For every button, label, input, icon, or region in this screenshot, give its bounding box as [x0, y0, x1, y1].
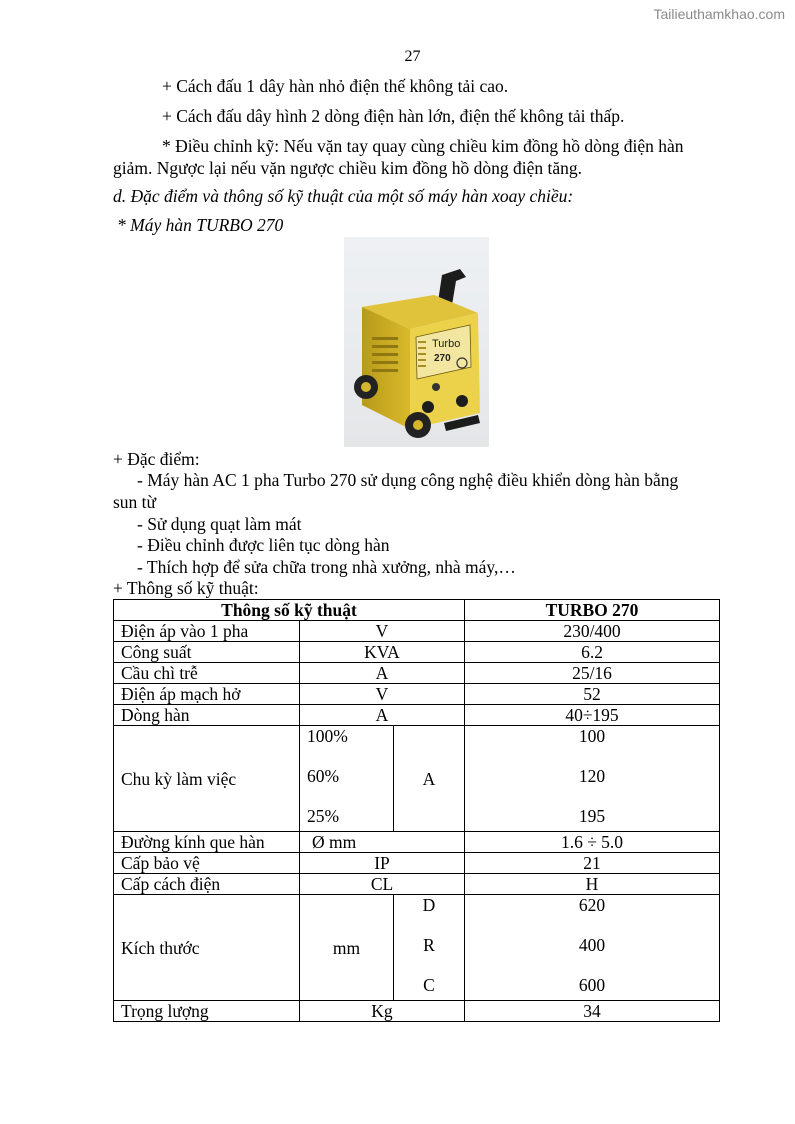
- paragraph-3-line-1: * Điều chỉnh kỹ: Nếu vặn tay quay cùng chiều kim đồng hồ dòng điện hàn: [162, 136, 684, 156]
- spec-table: [113, 599, 720, 1022]
- page-number: 27: [404, 48, 421, 65]
- spec-unit: Ø mm: [300, 832, 465, 853]
- duty-value: 195: [578, 806, 606, 826]
- table-row: [114, 705, 720, 726]
- table-header-row: [114, 600, 720, 621]
- spec-name: Điện áp vào 1 pha: [114, 621, 300, 642]
- welder-illustration: [344, 237, 489, 447]
- table-row: [114, 684, 720, 705]
- dimension-axis: C: [423, 975, 435, 995]
- spec-value: 6.2: [465, 642, 720, 663]
- spec-unit: KVA: [300, 642, 465, 663]
- photo-label-turbo: Turbo: [432, 338, 461, 350]
- spec-name: Cầu chì trễ: [114, 663, 300, 684]
- table-row-duty-cycle: [114, 726, 720, 832]
- spec-unit: CL: [300, 874, 465, 895]
- spec-name: Điện áp mạch hở: [114, 684, 300, 705]
- photo-label-270: 270: [434, 353, 451, 364]
- spec-unit: V: [300, 684, 465, 705]
- dimension-axis: D: [422, 895, 436, 915]
- duty-level: 60%: [307, 766, 340, 786]
- duty-value: 100: [578, 726, 606, 746]
- spec-unit: A: [300, 663, 465, 684]
- duty-level: 25%: [307, 806, 340, 826]
- spec-value: 25/16: [465, 663, 720, 684]
- table-row: [114, 663, 720, 684]
- watermark: Tailieuthamkhao.com: [653, 6, 785, 22]
- spec-value: 52: [465, 684, 720, 705]
- spec-name: Dòng hàn: [114, 705, 300, 726]
- spec-unit: Kg: [300, 1001, 465, 1022]
- spec-value: 40÷195: [465, 705, 720, 726]
- spec-name: Công suất: [114, 642, 300, 663]
- dimension-value: 620: [578, 895, 606, 915]
- spec-value: 34: [465, 1001, 720, 1022]
- paragraph-3-line-2: giảm. Ngược lại nếu vặn ngược chiều kim đồng hồ dòng điện tăng.: [113, 158, 583, 178]
- table-row: [114, 874, 720, 895]
- spec-value: H: [465, 874, 720, 895]
- paragraph-1: + Cách đấu 1 dây hàn nhỏ điện thế không tải cao.: [162, 76, 509, 96]
- spec-value: 230/400: [465, 621, 720, 642]
- spec-name: Kích thước: [114, 895, 300, 1001]
- spec-name: Cấp cách điện: [114, 874, 300, 895]
- machine-title: * Máy hàn TURBO 270: [117, 215, 284, 235]
- spec-name: Trọng lượng: [114, 1001, 300, 1022]
- duty-values: [465, 726, 720, 832]
- duty-levels: [300, 726, 394, 832]
- table-header-model: TURBO 270: [465, 600, 720, 621]
- duty-level: 100%: [307, 726, 348, 746]
- dimension-axes: [394, 895, 465, 1001]
- spec-value: 1.6 ÷ 5.0: [465, 832, 720, 853]
- dimension-axis: R: [423, 935, 435, 955]
- feature-item-4: - Thích hợp để sửa chữa trong nhà xưởng, nhà máy,…: [137, 557, 516, 577]
- spec-name: Chu kỳ làm việc: [114, 726, 300, 832]
- dimension-value: 600: [578, 975, 606, 995]
- table-row: [114, 832, 720, 853]
- spec-unit: mm: [300, 895, 394, 1001]
- duty-value: 120: [578, 766, 606, 786]
- spec-value: 21: [465, 853, 720, 874]
- dimension-value: 400: [578, 935, 606, 955]
- paragraph-2: + Cách đấu dây hình 2 dòng điện hàn lớn, điện thế không tải thấp.: [162, 106, 625, 126]
- table-row: [114, 1001, 720, 1022]
- spec-unit: A: [300, 705, 465, 726]
- table-row-dimensions: [114, 895, 720, 1001]
- table-row: [114, 853, 720, 874]
- section-heading-d: d. Đặc điểm và thông số kỹ thuật của một số máy hàn xoay chiều:: [113, 186, 574, 206]
- feature-item-2: - Sử dụng quạt làm mát: [137, 514, 302, 534]
- dimension-values: [465, 895, 720, 1001]
- table-header-spec: Thông số kỹ thuật: [114, 600, 465, 621]
- table-row: [114, 642, 720, 663]
- feature-item-3: - Điều chỉnh được liên tục dòng hàn: [137, 535, 390, 555]
- welder-photo: [344, 237, 489, 447]
- spec-name: Đường kính que hàn: [114, 832, 300, 853]
- specs-heading: + Thông số kỹ thuật:: [113, 578, 259, 598]
- spec-unit: IP: [300, 853, 465, 874]
- spec-unit: A: [394, 726, 465, 832]
- table-row: [114, 621, 720, 642]
- feature-item-1-line-2: sun từ: [113, 492, 157, 512]
- spec-name: Cấp bảo vệ: [114, 853, 300, 874]
- spec-unit: V: [300, 621, 465, 642]
- features-heading: + Đặc điểm:: [113, 449, 200, 469]
- feature-item-1-line-1: - Máy hàn AC 1 pha Turbo 270 sử dụng công nghệ điều khiển dòng hàn bằng: [137, 470, 679, 490]
